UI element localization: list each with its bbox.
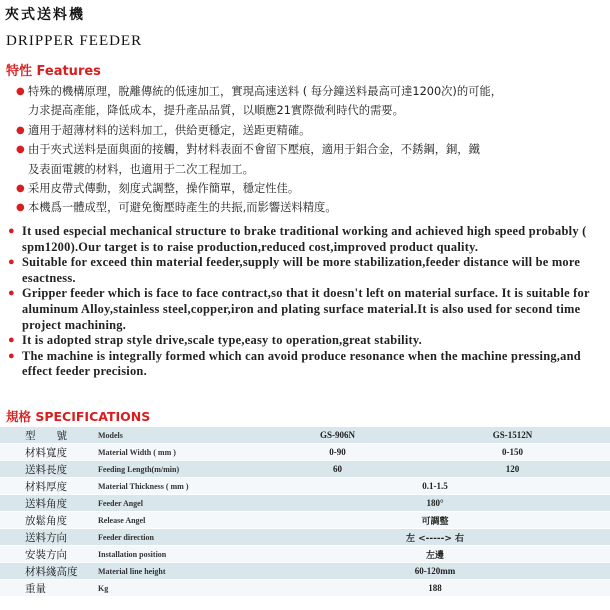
feature-cn-item [16,121,606,140]
feature-cn-line: 特殊的機構原理，脫離傳統的低速加工，實現高速送料 ( 每分鐘送料最高可達1200次)的可能， [28,85,503,98]
bullet-icon: ● [16,124,25,136]
table-row [0,580,610,597]
table-row [0,478,610,495]
bullet-icon: ● [16,202,25,214]
feature-cn-line: 采用皮帶式傳動，刻度式調整，操作簡單，穩定性佳。 [28,182,300,196]
spec-label-en: Installation position [96,546,260,563]
feature-cn-line: 及表面電鍍的材料，也適用于二次工程加工。 [28,162,254,176]
feature-en-item [8,224,604,255]
feature-en-item [8,255,604,286]
spec-label-en: Release Angel [96,512,260,529]
spec-value-gs906n: GS-906N [260,427,415,444]
feature-en-text: It used especial mechanical structure to brake traditional working and achieved high speed probably ( spm1200).Our target is to raise production,reduced cost,improved product quality. [22,224,587,254]
spec-label-en: Material Width ( mm ) [96,444,260,461]
specifications-table [0,427,610,597]
feature-cn-line: 由于夾式送料是面與面的接觸，對材料表面不會留下壓痕，適用于鋁合金，不銹鋼，銅，鐵 [28,143,480,157]
spec-label-cn: 送料方向 [0,529,96,546]
table-row [0,546,610,563]
feature-en-item [8,286,604,333]
feature-cn-line: 力求提高產能，降低成本，提升產品品質，以順應21實際微利時代的需要。 [28,104,404,118]
features-heading: 特性 Features [6,64,101,79]
bullet-icon: ● [8,225,15,237]
specifications-heading: 規格 SPECIFICATIONS [6,409,151,424]
feature-cn-item [16,198,606,217]
feature-en-text: Suitable for exceed thin material feeder,supply will be more stabilization,feeder distance will be more esactness. [22,255,581,285]
feature-cn-item [16,82,606,121]
feature-cn-item [16,140,606,179]
spec-value-gs1512n: 0-150 [415,444,610,461]
feature-cn-line: 本機爲一體成型，可避免衡壓時產生的共振,而影響送料精度。 [28,201,337,215]
spec-label-cn: 重量 [0,580,96,597]
features-cn-list [16,82,606,218]
spec-label-en: Material line height [96,563,260,580]
table-row [0,427,610,444]
spec-value-shared: 188 [260,580,610,597]
spec-label-cn: 材料厚度 [0,478,96,495]
spec-label-cn: 型 號 [0,427,96,444]
spec-label-cn: 送料長度 [0,461,96,478]
feature-en-text: It is adopted strap style drive,scale type,easy to operation,great stability. [22,333,423,348]
table-row [0,495,610,512]
feature-en-item [8,333,604,349]
spec-value-shared: 60-120mm [260,563,610,580]
spec-label-cn: 材料寬度 [0,444,96,461]
bullet-icon: ● [16,144,25,156]
spec-value-gs906n: 60 [260,461,415,478]
feature-en-text: Gripper feeder which is face to face contract,so that it doesn't left on material surface. It is suitable for aluminum Alloy,stainless steel,copper,iron and plating surface material.It is also used for second time project machining. [22,286,590,332]
features-en-list [8,224,604,380]
table-row [0,461,610,478]
bullet-icon: ● [8,349,15,362]
table-row [0,563,610,580]
spec-value-gs906n: 0-90 [260,444,415,461]
spec-label-cn: 安裝方向 [0,546,96,563]
spec-value-shared: 可調整 [260,512,610,529]
table-row [0,512,610,529]
spec-value-shared: 左邊 [260,546,610,563]
bullet-icon: ● [16,183,25,195]
spec-label-cn: 送料角度 [0,495,96,512]
spec-value-gs1512n: GS-1512N [415,427,610,444]
feature-en-text: The machine is integrally formed which can avoid produce resonance when the machine pressing,and effect feeder precision. [22,348,581,379]
table-row [0,529,610,546]
spec-label-en: Feeder Angel [96,495,260,512]
feature-cn-item [16,179,606,198]
spec-label-cn: 放鬆角度 [0,512,96,529]
spec-label-cn: 材料綫高度 [0,563,96,580]
feature-cn-line: 適用于超薄材料的送料加工，供給更穩定，送距更精確。 [28,123,311,137]
feature-en-item [8,349,604,380]
page-title-cn: 夾式送料機 [5,7,85,23]
spec-value-gs1512n: 120 [415,461,610,478]
spec-label-en: Feeder direction [96,529,260,546]
spec-value-shared: 左 <-----> 右 [260,529,610,546]
bullet-icon: ● [16,86,25,97]
spec-value-shared: 0.1-1.5 [260,478,610,495]
spec-label-en: Models [96,427,260,444]
bullet-icon: ● [8,287,15,300]
table-row [0,444,610,461]
spec-label-en: Material Thickness ( mm ) [96,478,260,495]
spec-label-en: Kg [96,580,260,597]
page-title-en: DRIPPER FEEDER [6,33,143,49]
bullet-icon: ● [8,334,15,347]
spec-value-shared: 180° [260,495,610,512]
bullet-icon: ● [8,256,15,269]
spec-label-en: Feeding Length(m/min) [96,461,260,478]
